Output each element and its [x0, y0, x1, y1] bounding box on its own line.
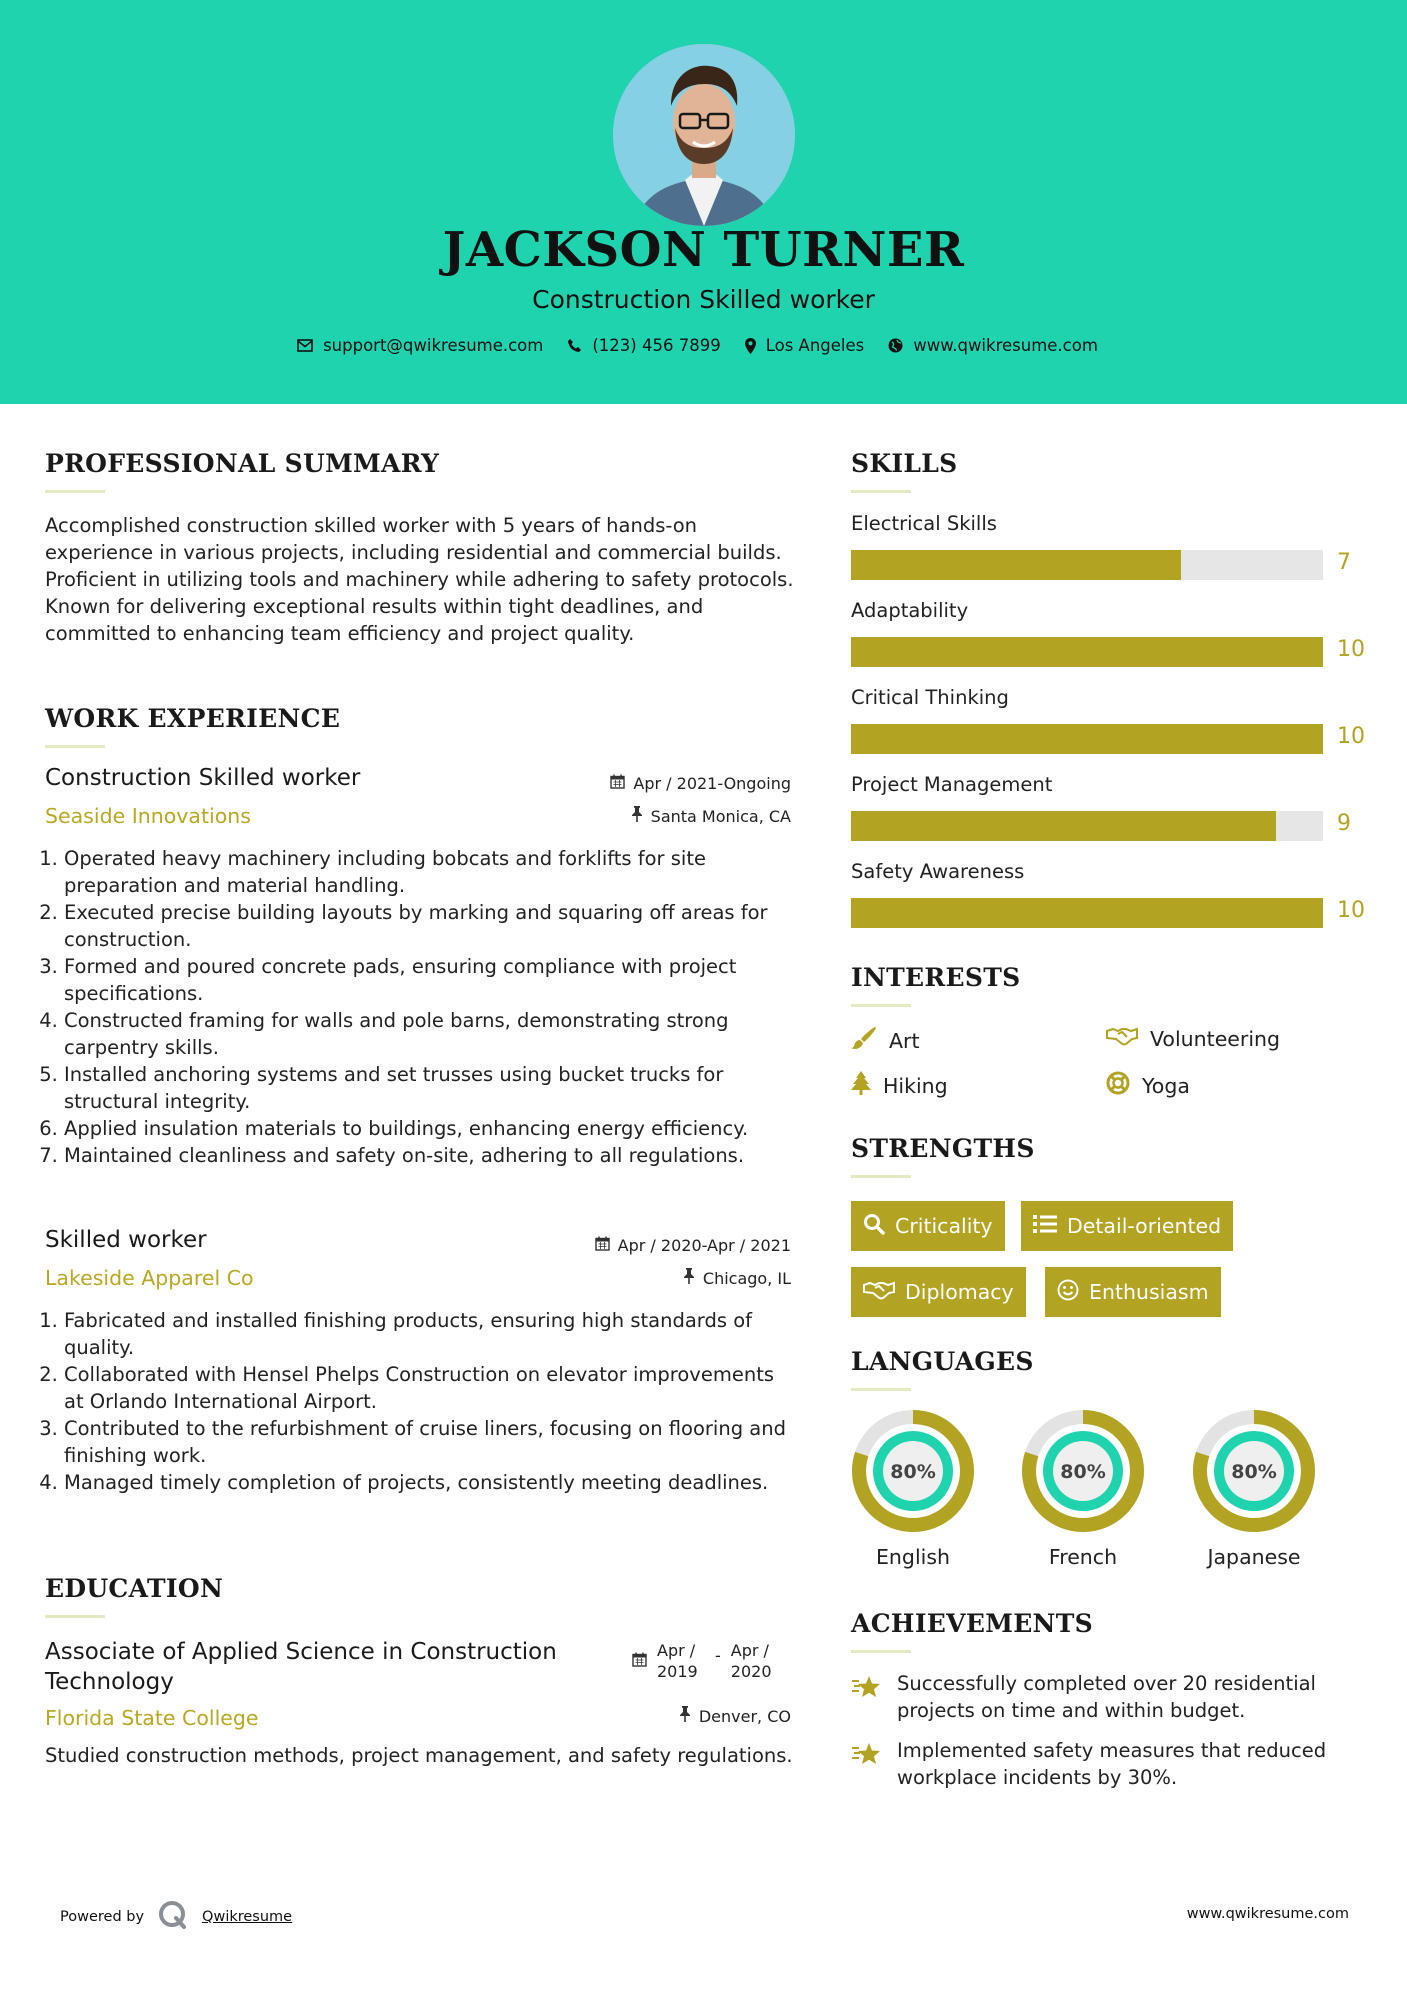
skill-value: 10: [1337, 637, 1365, 662]
skill-label: Safety Awareness: [851, 860, 1025, 883]
education-dates: [632, 1640, 779, 1682]
section-underline: [851, 1004, 911, 1007]
job-company: Seaside Innovations: [45, 804, 251, 828]
summary-title: PROFESSIONAL SUMMARY: [45, 449, 440, 478]
candidate-name: JACKSON TURNER: [442, 222, 965, 278]
skill-bar-track: [851, 550, 1323, 580]
work-title: WORK EXPERIENCE: [45, 704, 341, 733]
achievements-title: ACHIEVEMENTS: [851, 1609, 1093, 1638]
language-donut: [1192, 1409, 1316, 1537]
skill-bar-track: [851, 811, 1323, 841]
lifebuoy-icon: [1106, 1071, 1130, 1100]
skill-label: Electrical Skills: [851, 512, 997, 535]
strengths-title: STRENGTHS: [851, 1134, 1035, 1163]
interest-item-hiking: Hiking: [851, 1071, 948, 1100]
strength-tag-enthusiasm: Enthusiasm: [1045, 1267, 1221, 1317]
language-percent: 80%: [1060, 1461, 1106, 1483]
interests-title: INTERESTS: [851, 963, 1021, 992]
language-donut: [851, 1409, 975, 1537]
handshake-icon: [1106, 1026, 1138, 1051]
star-badge-icon: [851, 1741, 883, 1791]
skill-bar-track: [851, 637, 1323, 667]
skill-label: Project Management: [851, 773, 1053, 796]
section-underline: [45, 490, 105, 493]
education-location: Denver, CO: [679, 1706, 791, 1726]
skill-label: Adaptability: [851, 599, 969, 622]
job-company: Lakeside Apparel Co: [45, 1266, 254, 1290]
interest-item-yoga: Yoga: [1106, 1071, 1190, 1100]
qwikresume-logo-icon: [158, 1900, 188, 1934]
list-item: 1. Operated heavy machinery including bobcats and forklifts for site preparation and material handling.: [64, 845, 795, 899]
language-percent: 80%: [890, 1461, 936, 1483]
strength-tag-diplomacy: Diplomacy: [851, 1267, 1026, 1317]
calendar-icon: [632, 1652, 647, 1682]
envelope-icon: [297, 339, 313, 352]
education-title: EDUCATION: [45, 1574, 224, 1603]
skill-value: 7: [1337, 550, 1351, 575]
contact-email[interactable]: support@qwikresume.com: [297, 336, 543, 355]
skill-bar-fill: [851, 898, 1323, 928]
degree-title: Associate of Applied Science in Construction Technology: [45, 1639, 557, 1695]
list-item: 2. Executed precise building layouts by marking and squaring off areas for construction.: [64, 899, 795, 953]
contact-phone[interactable]: (123) 456 7899: [567, 336, 720, 355]
languages-title: LANGUAGES: [851, 1347, 1034, 1376]
education-end: Apr / 2020: [730, 1641, 772, 1681]
section-underline: [45, 745, 105, 748]
skill-bar-fill: [851, 724, 1323, 754]
list-item: 3. Formed and poured concrete pads, ensuring compliance with project specifications.: [64, 953, 795, 1007]
job-bullet-list: [45, 845, 795, 1169]
pushpin-icon: [679, 1706, 691, 1726]
contact-website[interactable]: www.qwikresume.com: [888, 336, 1098, 355]
list-item: 4. Managed timely completion of projects, consistently meeting deadlines.: [64, 1469, 795, 1496]
language-name: French: [1048, 1545, 1118, 1569]
job-dates: Apr / 2021-Ongoing: [610, 774, 791, 793]
job-title: Construction Skilled worker: [45, 765, 361, 791]
interest-item-volunteering: Volunteering: [1106, 1026, 1280, 1051]
pushpin-icon: [631, 806, 643, 826]
job-dates: Apr / 2020-Apr / 2021: [595, 1236, 791, 1255]
skill-value: 10: [1337, 898, 1365, 923]
skill-bar-track: [851, 898, 1323, 928]
list-item: 3. Contributed to the refurbishment of cruise liners, focusing on flooring and finishing work.: [64, 1415, 795, 1469]
skill-bar-fill: [851, 811, 1276, 841]
footer-branding: Powered by Qwikresume: [60, 1900, 292, 1934]
language-donut: [1021, 1409, 1145, 1537]
pushpin-icon: [683, 1268, 695, 1288]
language-name: English: [875, 1545, 951, 1569]
language-percent: 80%: [1231, 1461, 1277, 1483]
footer-url[interactable]: www.qwikresume.com: [1186, 1906, 1349, 1922]
achievement-item: Implemented safety measures that reduced workplace incidents by 30%.: [851, 1737, 1371, 1791]
calendar-icon: [610, 774, 625, 793]
qwikresume-link[interactable]: Qwikresume: [202, 1909, 293, 1925]
list-item: 5. Installed anchoring systems and set trusses using bucket trucks for structural integrity.: [64, 1061, 795, 1115]
section-underline: [851, 1650, 911, 1653]
list-item: 4. Constructed framing for walls and pole barns, demonstrating strong carpentry skills.: [64, 1007, 795, 1061]
search-icon: [863, 1213, 885, 1240]
strength-tag-detail-oriented: Detail-oriented: [1021, 1201, 1233, 1251]
skill-value: 9: [1337, 811, 1351, 836]
list-item: 2. Collaborated with Hensel Phelps Construction on elevator improvements at Orlando International Airport.: [64, 1361, 795, 1415]
paintbrush-icon: [851, 1026, 877, 1055]
contact-location: Los Angeles: [745, 336, 865, 355]
education-text: Studied construction methods, project management, and safety regulations.: [45, 1744, 793, 1767]
job-bullet-list: [45, 1307, 795, 1496]
job-title: Skilled worker: [45, 1227, 207, 1253]
skill-bar-fill: [851, 550, 1181, 580]
tree-icon: [851, 1071, 871, 1100]
achievement-item: Successfully completed over 20 residential projects on time and within budget.: [851, 1670, 1371, 1724]
skill-bar-fill: [851, 637, 1323, 667]
section-underline: [851, 490, 911, 493]
resume-header: [0, 0, 1407, 404]
section-underline: [45, 1615, 105, 1618]
language-name: Japanese: [1207, 1545, 1301, 1569]
list-item: 1. Fabricated and installed finishing products, ensuring high standards of quality.: [64, 1307, 795, 1361]
job-location: Santa Monica, CA: [631, 806, 791, 826]
section-underline: [851, 1388, 911, 1391]
skills-title: SKILLS: [851, 449, 958, 478]
date-dash: -: [715, 1646, 721, 1665]
summary-text: Accomplished construction skilled worker with 5 years of hands-on experience in various projects, including residential and commercial builds. Proficient in utilizing tools and machinery while adhering to safety protocols. Known for delivering exceptional results within tight deadlines, and committed to enhancing team efficiency and project quality.: [45, 514, 794, 645]
school-name: Florida State College: [45, 1706, 259, 1730]
interest-item-art: Art: [851, 1026, 920, 1055]
contact-bar: [0, 336, 1407, 355]
globe-icon: [888, 338, 903, 353]
calendar-icon: [595, 1236, 610, 1255]
skill-bar-track: [851, 724, 1323, 754]
star-badge-icon: [851, 1674, 883, 1724]
list-icon: [1033, 1214, 1057, 1239]
education-start: Apr / 2019: [657, 1641, 698, 1681]
candidate-role: Construction Skilled worker: [532, 285, 875, 314]
map-pin-icon: [745, 338, 756, 354]
phone-icon: [567, 338, 582, 353]
list-item: 6. Applied insulation materials to buildings, enhancing energy efficiency.: [64, 1115, 795, 1142]
section-underline: [851, 1175, 911, 1178]
strength-tag-criticality: Criticality: [851, 1201, 1005, 1251]
smile-icon: [1057, 1279, 1079, 1306]
skill-value: 10: [1337, 724, 1365, 749]
profile-photo: [613, 44, 795, 226]
handshake-icon: [863, 1280, 895, 1305]
list-item: 7. Maintained cleanliness and safety on-site, adhering to all regulations.: [64, 1142, 795, 1169]
skill-label: Critical Thinking: [851, 686, 1009, 709]
job-location: Chicago, IL: [683, 1268, 791, 1288]
